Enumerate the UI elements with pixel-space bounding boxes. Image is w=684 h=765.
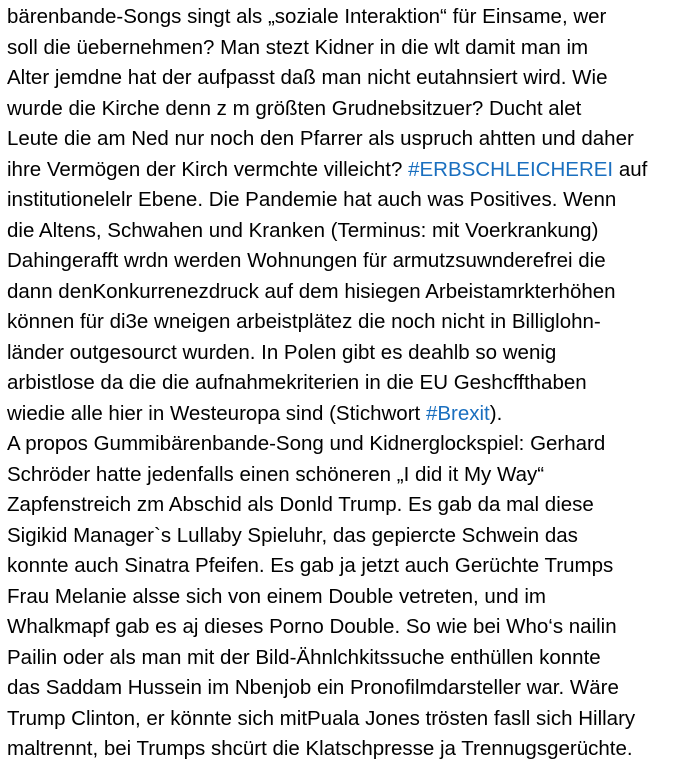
text-line: länder outgesourct wurden. In Polen gibt es deahlb so wenig — [7, 340, 557, 364]
text-line: Leute die am Ned nur noch den Pfarrer als uspruch ahtten und daher — [7, 127, 634, 150]
text-segment: auf — [613, 157, 648, 181]
text-line: Zapfenstreich zm Abschid als Donld Trump. Es gab da mal diese — [7, 493, 594, 516]
text-line: können für di3e wneigen arbeistplätez die noch nicht in Billiglohn- — [7, 310, 601, 333]
text-line — [7, 155, 678, 186]
text-line: wurde die Kirche denn z m größten Grudnebsitzuer? Ducht alet — [7, 96, 582, 120]
text-line: Alter jemdne hat der aufpasst daß man nicht eutahnsiert wird. Wie — [7, 66, 608, 89]
text-line — [7, 399, 678, 430]
text-segment: ihre Vermögen der Kirch vermchte villeicht? — [7, 157, 409, 181]
text-line: das Saddam Hussein im Nbenjob ein Pronofilmdarsteller war. Wäre — [7, 676, 619, 699]
text-line: konnte auch Sinatra Pfeifen. Es gab ja jetzt auch Gerüchte Trumps — [7, 554, 614, 577]
text-line: Pailin oder als man mit der Bild-Ähnlchkitssuche enthüllen konnte — [7, 645, 601, 669]
text-segment: wiedie alle hier in Westeuropa sind (Stichwort — [7, 401, 426, 425]
text-line: institutionelelr Ebene. Die Pandemie hat auch was Positives. Wenn — [7, 188, 617, 211]
text-line: Sigikid Manager`s Lullaby Spieluhr, das gepiercte Schwein das — [7, 523, 578, 547]
text-line: Schröder hatte jedenfalls einen schöneren „I did it My Way“ — [7, 462, 545, 486]
text-line: die Altens, Schwahen und Kranken (Terminus: mit Voerkrankung) — [7, 218, 599, 242]
text-line: Whalkmapf gab es aj dieses Porno Double. So wie bei Who‘s nailin — [7, 615, 617, 638]
text-line: Trump Clinton, er könnte sich mitPuala Jones trösten fasll sich Hillary — [7, 706, 636, 730]
text-line: A propos Gummibärenbande-Song und Kidnerglockspiel: Gerhard — [7, 432, 606, 455]
text-line: dann denKonkurrenezdruck auf dem hisiegen Arbeistamrkterhöhen — [7, 279, 616, 303]
text-line: arbistlose da die die aufnahmekriterien in die EU Geshcffthaben — [7, 371, 587, 394]
text-line: soll die üebernehmen? Man stezt Kidner in die wlt damit man im — [7, 35, 589, 59]
text-segment: ). — [489, 401, 503, 425]
text-line: maltrennt, bei Trumps shcürt die Klatschpresse ja Trennugsgerüchte. — [7, 737, 633, 760]
text-line: bärenbande-Songs singt als „soziale Interaktion“ für Einsame, wer — [7, 5, 607, 28]
text-line: Frau Melanie alsse sich von einem Double vetreten, und im — [7, 584, 546, 608]
hashtag-link-erbschleicherei[interactable]: #ERBSCHLEICHEREI — [408, 157, 614, 181]
hashtag-link-brexit[interactable]: #Brexit — [425, 401, 490, 425]
text-line: Dahingerafft wrdn werden Wohnungen für armutzsuwnderefrei die — [7, 249, 606, 272]
